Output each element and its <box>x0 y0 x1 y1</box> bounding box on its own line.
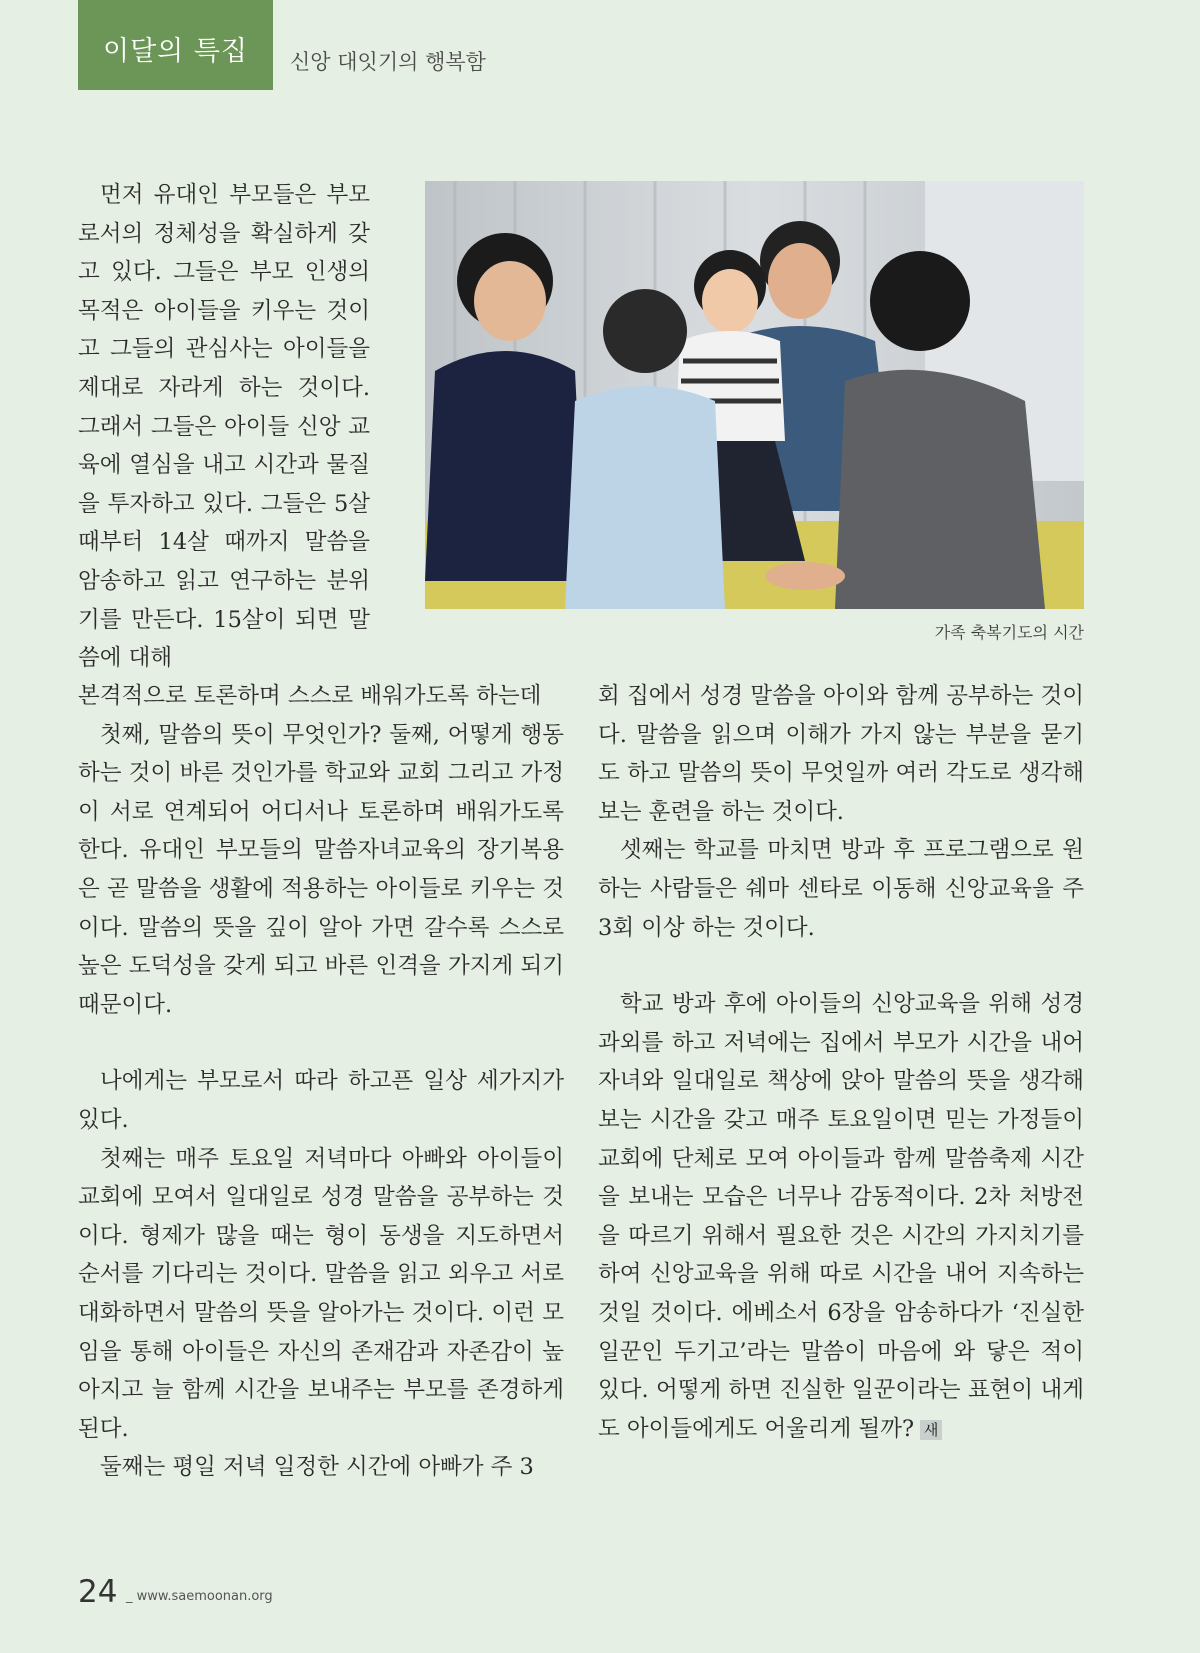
photo-caption: 가족 축복기도의 시간 <box>934 623 1084 642</box>
article-column-left <box>78 677 564 1487</box>
paragraph-conclusion <box>598 985 1084 1448</box>
paragraph-three-habits: 나에게는 부모로서 따라 하고픈 일상 세가지가 있다. <box>78 1068 564 1133</box>
conclusion-text: 학교 방과 후에 아이들의 신앙교육을 위해 성경과외를 하고 저녁에는 집에서 부모가 시간을 내어 자녀와 일대일로 책상에 앉아 말씀의 뜻을 생각해보는 시간을 갖고 매주 토요일이면 믿는 가정들이 교회에 단체로 모여 아이들과 함께 말씀축제 시간을 보내는 모습은 너무나 감동적이다. 2차 처방전을 따르기 위해서 필요한 것은 시간의 가지치기를 하여 신앙교육을 위해 따로 시간을 내어 지속하는 것일 것이다. 에베소서 6장을 암송하다가 ‘진실한 일꾼인 두기고’라는 말씀이 마음에 와 닿은 적이 있다. 어떻게 하면 진실한 일꾼이라는 표현이 내게도 아이들에게도 어울리게 될까? <box>598 991 1084 1442</box>
family-prayer-photo <box>425 181 1084 609</box>
section-tab: 이달의 특집 <box>78 0 273 90</box>
paragraph-questions: 첫째, 말씀의 뜻이 무엇인가? 둘째, 어떻게 행동하는 것이 바른 것인가를 학교와 교회 그리고 가정이 서로 연계되어 어디서나 토론하며 배워가도록 한다. 유대인 부모들의 말씀자녀교육의 장기복용은 곧 말씀을 생활에 적용하는 아이들로 키우는 것이다. 말씀의 뜻을 깊이 알아 가면 갈수록 스스로 높은 도덕성을 갖게 되고 바른 인격을 가지게 되기 때문이다. <box>78 721 564 1018</box>
paragraph-intro: 먼저 유대인 부모들은 부모로서의 정체성을 확실하게 갖고 있다. 그들은 부모 인생의 목적은 아이들을 키우는 것이고 그들의 관심사는 아이들을 제대로 자라게 하는 것이다. 그래서 그들은 아이들 신앙 교육에 열심을 내고 시간과 물질을 투자하고 있다. 그들은 5살 때부터 14살 때까지 말씀을 암송하고 읽고 연구하는 분위기를 만든다. 15살이 되면 말씀에 대해 <box>78 182 370 672</box>
paragraph-second-continued: 회 집에서 성경 말씀을 아이와 함께 공부하는 것이다. 말씀을 읽으며 이해가 가지 않는 부분을 묻기도 하고 말씀의 뜻이 무엇일까 여러 각도로 생각해보는 훈련을 하는 것이다. <box>598 683 1084 825</box>
paragraph-first-habit: 첫째는 매주 토요일 저녁마다 아빠와 아이들이 교회에 모여서 일대일로 성경 말씀을 공부하는 것이다. 형제가 많을 때는 형이 동생을 지도하면서 순서를 기다리는 것이다. 말씀을 읽고 외우고 서로 대화하면서 말씀의 뜻을 알아가는 것이다. 이런 모임을 통해 아이들은 자신의 존재감과 자존감이 높아지고 늘 함께 시간을 보내주는 부모를 존경하게 된다. <box>78 1145 564 1442</box>
section-title: 신앙 대잇기의 행복함 <box>290 50 486 74</box>
article-column-top <box>78 176 370 678</box>
paragraph-second-habit: 둘째는 평일 저녁 일정한 시간에 아빠가 주 3 <box>100 1454 534 1481</box>
paragraph-third-habit: 셋째는 학교를 마치면 방과 후 프로그램으로 원하는 사람들은 쉐마 센타로 이동해 신앙교육을 주 3회 이상 하는 것이다. <box>598 837 1084 941</box>
paragraph-continued: 본격적으로 토론하며 스스로 배워가도록 하는데 <box>78 683 542 709</box>
article-column-right <box>598 677 1084 1448</box>
page-number: 24 <box>78 1574 118 1610</box>
end-mark-icon: 새 <box>920 1420 942 1440</box>
footer-site-url: _ www.saemoonan.org <box>126 1589 273 1604</box>
